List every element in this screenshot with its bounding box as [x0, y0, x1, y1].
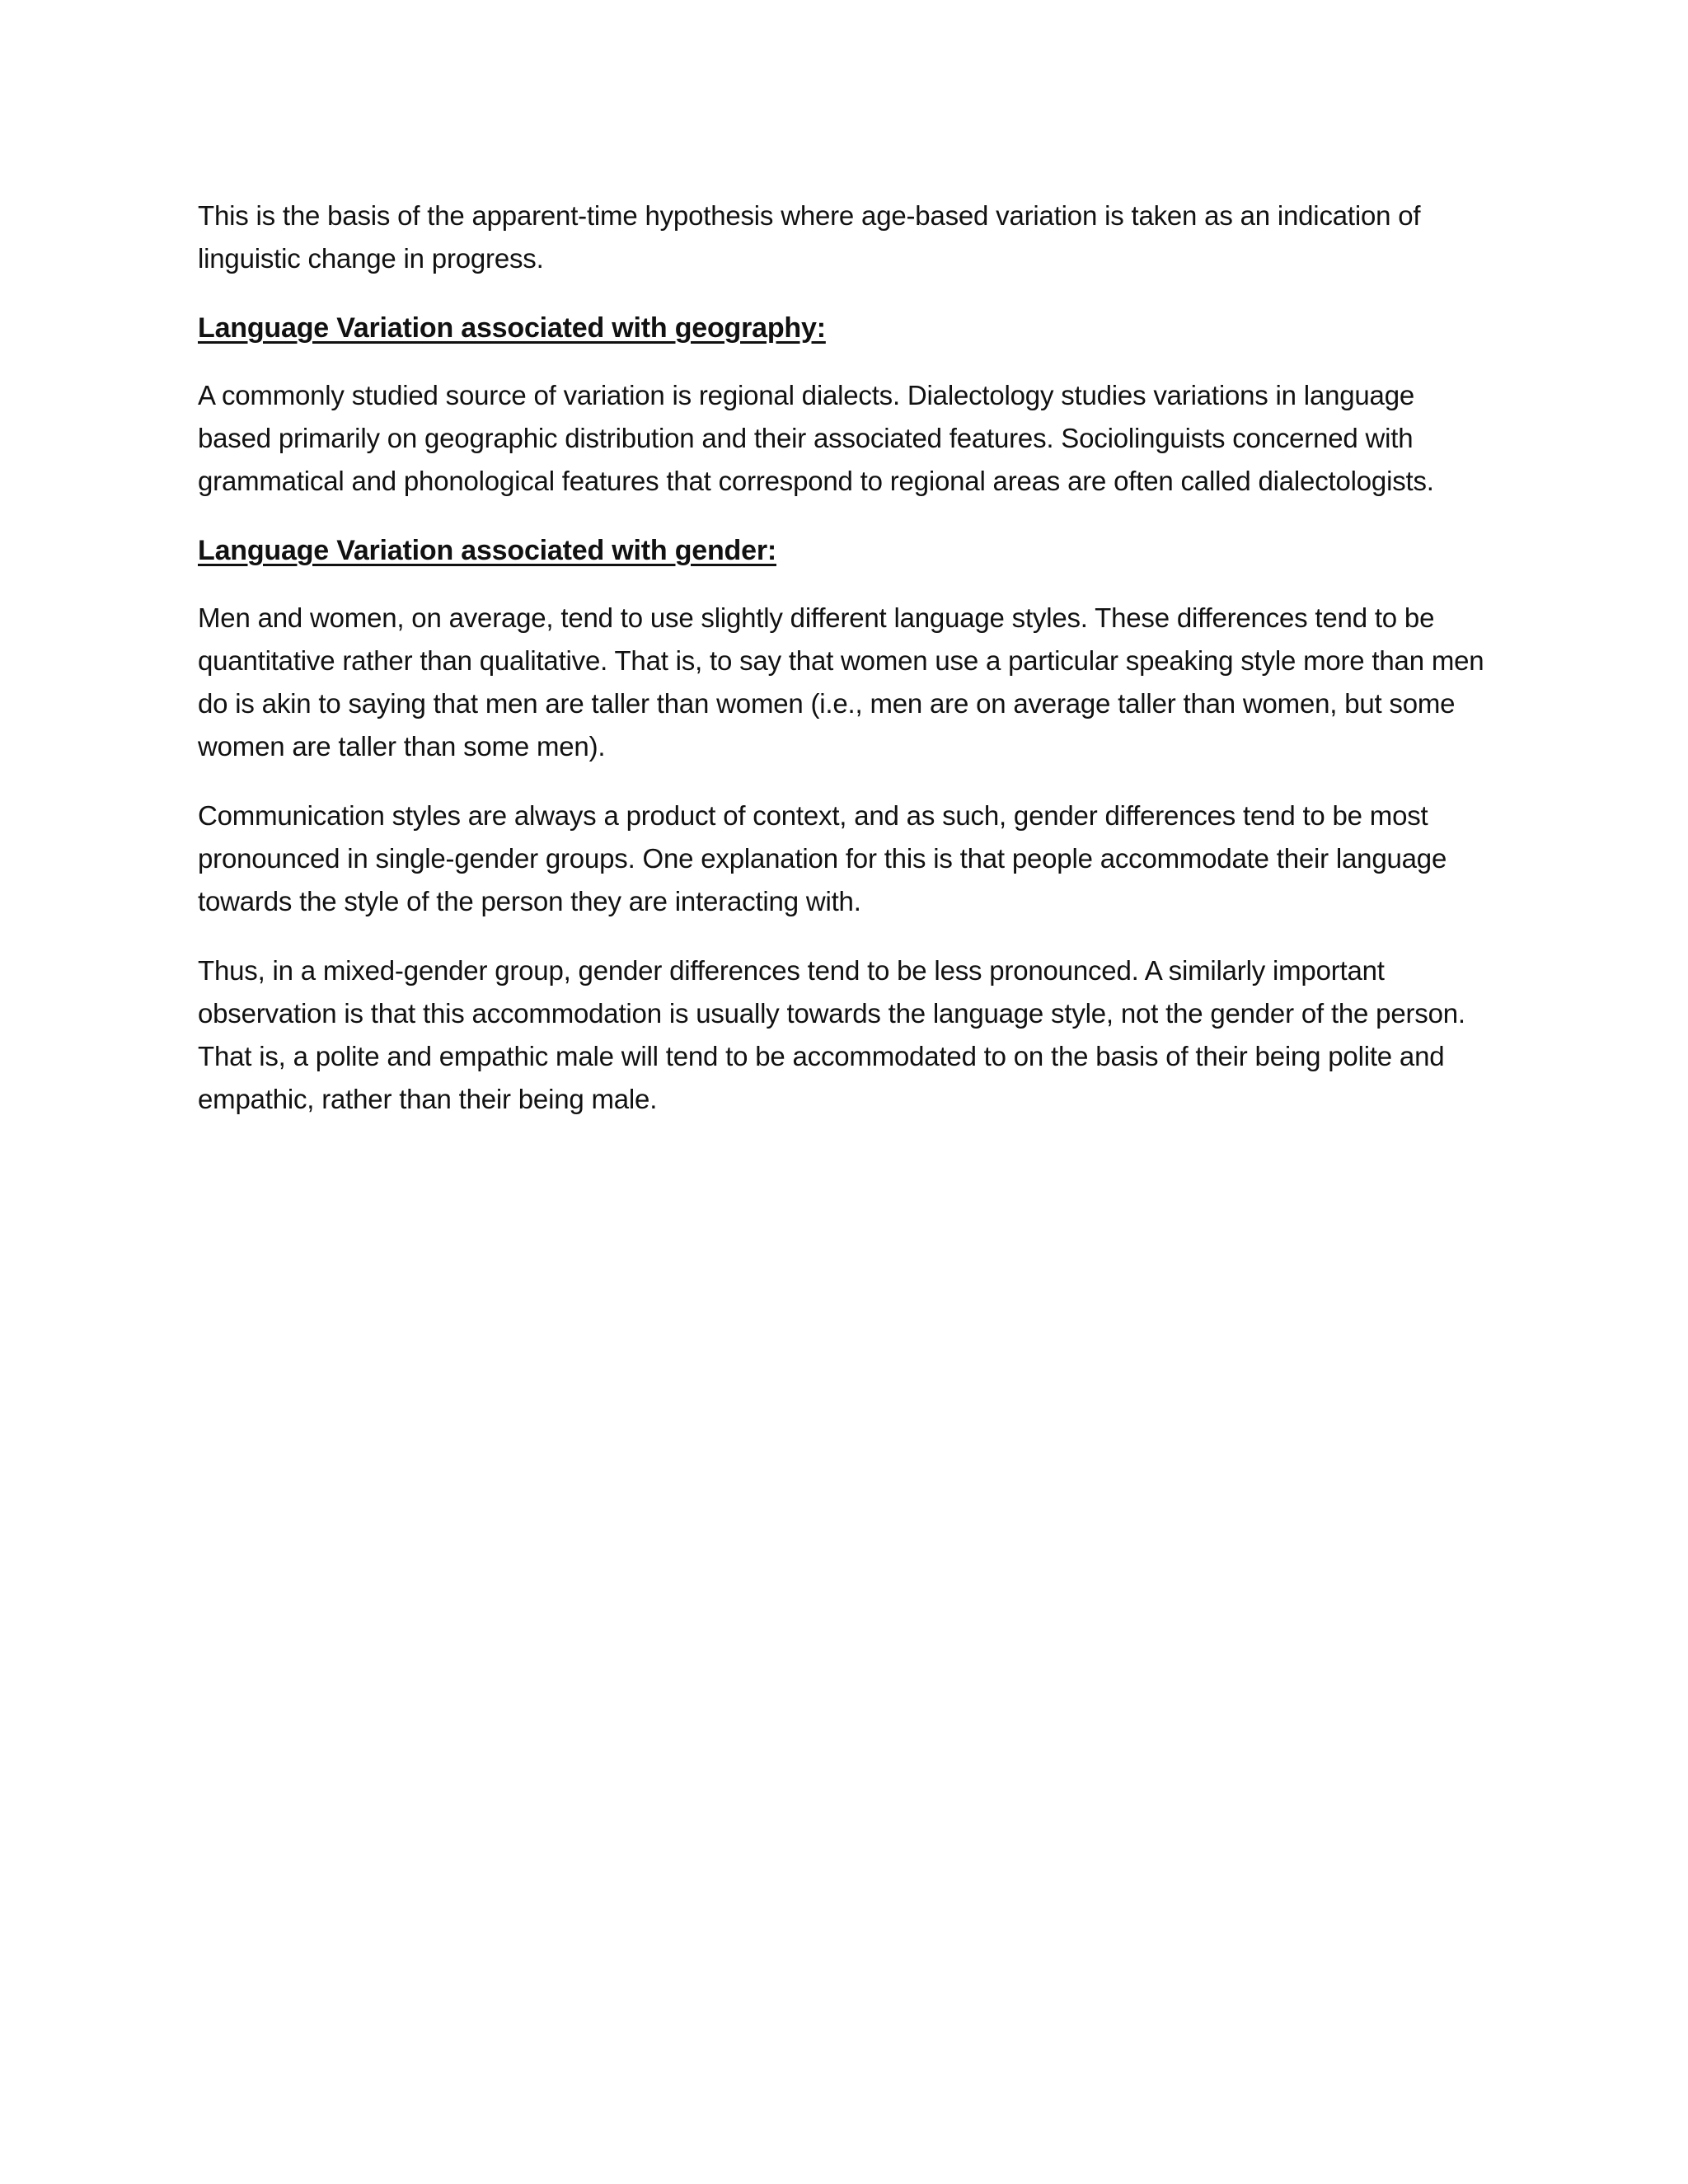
paragraph-mixed-gender: Thus, in a mixed-gender group, gender differences tend to be less pronounced. A similarly important observation is that this accommodation is usually towards the language style, not the gender of the person. That is, a polite and empathic male will tend to be accommodated to on the basis of their being polite and empathic, rather than their being male. — [198, 955, 1465, 1114]
paragraph-gender-styles: Men and women, on average, tend to use slightly different language styles. These differences tend to be quantitative rather than qualitative. That is, to say that women use a particular speaking style more than men do is akin to saying that men are taller than women (i.e., men are on average taller than women, but some women are taller than some men). — [198, 602, 1484, 762]
paragraph-apparent-time: This is the basis of the apparent-time hypothesis where age-based variation is taken as an indication of linguistic change in progress. — [198, 200, 1421, 274]
heading-gender: Language Variation associated with gender: — [198, 535, 776, 566]
heading-geography: Language Variation associated with geography: — [198, 312, 826, 344]
paragraph-communication-context: Communication styles are always a product of context, and as such, gender differences tend to be most pronounced in single-gender groups. One explanation for this is that people accommodate their language towards the style of the person they are interacting with. — [198, 800, 1447, 916]
paragraph-geography: A commonly studied source of variation is regional dialects. Dialectology studies variations in language based primarily on geographic distribution and their associated features. Sociolinguists concerned with grammatical and phonological features that correspond to regional areas are often called dialectologists. — [198, 380, 1434, 496]
document-body — [198, 194, 1492, 1147]
